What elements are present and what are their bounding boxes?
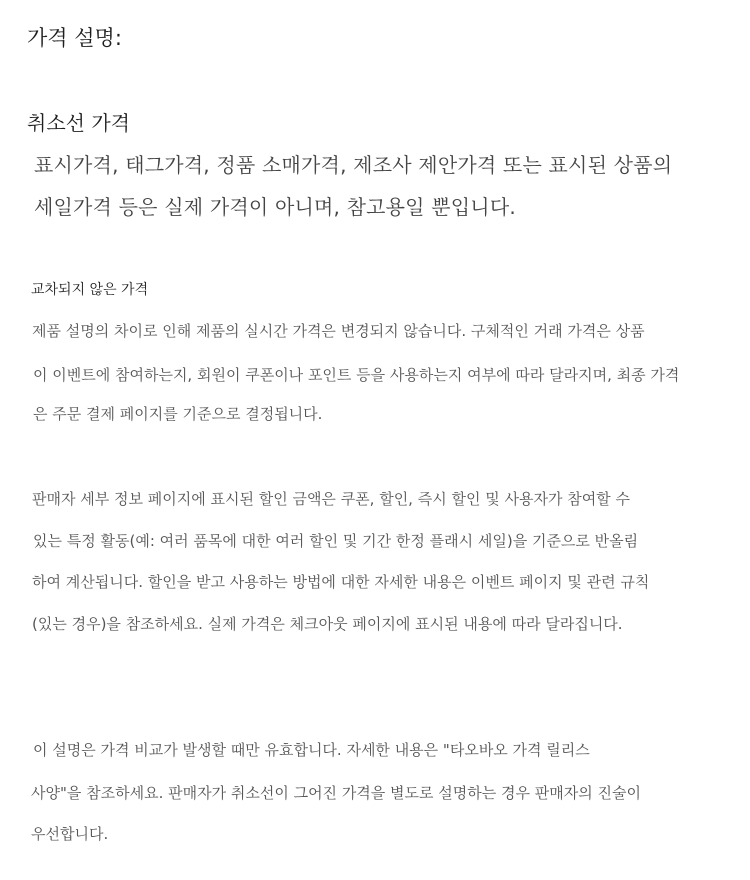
note-text-line: 우선합니다. [31, 825, 109, 843]
page-title: 가격 설명: [27, 26, 122, 50]
strikethrough-price-heading: 취소선 가격 [27, 111, 130, 135]
discount-text-line: (있는 경우)을 참조하세요. 실제 가격은 체크아웃 페이지에 표시된 내용에 따라 달라집니다. [32, 615, 623, 633]
note-text-line: 이 설명은 가격 비교가 발생할 때만 유효합니다. 자세한 내용은 "타오바오 가격 릴리스 [33, 741, 590, 759]
non-crossed-price-heading: 교차되지 않은 가격 [31, 282, 149, 298]
discount-text-line: 판매자 세부 정보 페이지에 표시된 할인 금액은 쿠폰, 할인, 즉시 할인 및 사용자가 참여할 수 [32, 490, 630, 508]
strikethrough-text-line: 표시가격, 태그가격, 정품 소매가격, 제조사 제안가격 또는 표시된 상품의 [34, 153, 673, 177]
discount-text-line: 하여 계산됩니다. 할인을 받고 사용하는 방법에 대한 자세한 내용은 이벤트 페이지 및 관련 규칙 [32, 573, 650, 591]
note-text-line: 사양"을 참조하세요. 판매자가 취소선이 그어진 가격을 별도로 설명하는 경우 판매자의 진술이 [31, 784, 641, 802]
non-crossed-text-line: 제품 설명의 차이로 인해 제품의 실시간 가격은 변경되지 않습니다. 구체적인 거래 가격은 상품 [32, 322, 645, 340]
strikethrough-text-line: 세일가격 등은 실제 가격이 아니며, 참고용일 뿐입니다. [34, 195, 516, 219]
discount-text-line: 있는 특정 활동(예: 여러 품목에 대한 여러 할인 및 기간 한정 플래시 세일)을 기준으로 반올림 [33, 532, 639, 550]
non-crossed-text-line: 은 주문 결제 페이지를 기준으로 결정됩니다. [33, 405, 323, 423]
non-crossed-text-line: 이 이벤트에 참여하는지, 회원이 쿠폰이나 포인트 등을 사용하는지 여부에 따라 달라지며, 최종 가격 [33, 366, 680, 384]
